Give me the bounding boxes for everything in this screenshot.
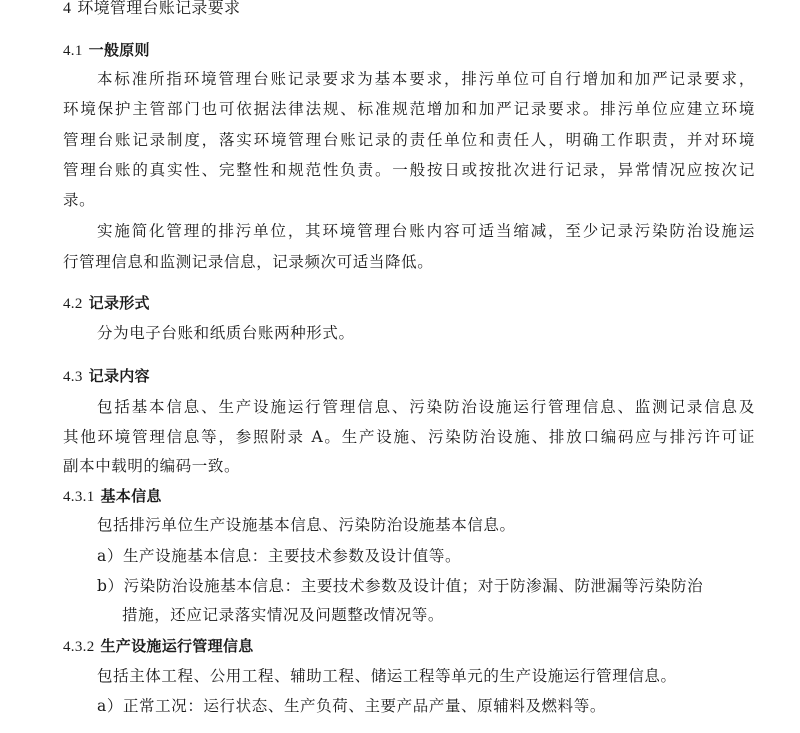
list-item-b	[97, 576, 703, 596]
paragraph-line: 录。	[63, 191, 96, 209]
paragraph-line: 分为电子台账和纸质台账两种形式。	[97, 324, 355, 342]
paragraph-line: 副本中载明的编码一致。	[63, 457, 241, 475]
heading-4-3	[63, 366, 150, 387]
paragraph-line: 管理台账记录制度，落实环境管理台账记录的责任单位和责任人，明确工作职责，并对环境	[63, 131, 755, 149]
heading-number: 4.3.1	[63, 489, 95, 505]
list-text: 正常工况：运行状态、生产负荷、主要产品产量、原辅料及燃料等。	[122, 697, 606, 715]
heading-number: 4.2	[63, 296, 83, 312]
paragraph-line: 管理台账的真实性、完整性和规范性负责。一般按日或按批次进行记录，异常情况应按次记	[63, 161, 755, 179]
heading-4-2	[63, 293, 150, 314]
heading-4-1	[63, 40, 150, 61]
paragraph-line: 实施简化管理的排污单位，其环境管理台账内容可适当缩减，至少记录污染防治设施运	[97, 222, 755, 240]
paragraph-line: 行管理信息和监测记录信息，记录频次可适当降低。	[63, 253, 434, 271]
list-marker: b）	[97, 577, 124, 595]
heading-title: 记录形式	[88, 294, 150, 312]
heading-number: 4.1	[63, 43, 83, 59]
list-item-a	[97, 546, 461, 566]
heading-title: 基本信息	[100, 487, 162, 505]
heading-number: 4.3	[63, 369, 83, 385]
heading-4-3-1	[63, 486, 162, 507]
paragraph-line: 本标准所指环境管理台账记录要求为基本要求，排污单位可自行增加和加严记录要求，	[97, 70, 755, 88]
paragraph-line: 包括基本信息、生产设施运行管理信息、污染防治设施运行管理信息、监测记录信息及	[97, 398, 755, 416]
paragraph-line: 环境保护主管部门也可依据法律法规、标准规范增加和加严记录要求。排污单位应建立环境	[63, 100, 755, 118]
heading-title: 记录内容	[88, 367, 150, 385]
list-item-a	[97, 696, 606, 716]
heading-4-3-2	[63, 636, 254, 657]
list-text: 污染防治设施基本信息：主要技术参数及设计值；对于防渗漏、防泄漏等污染防治	[123, 577, 704, 595]
paragraph-line: 其他环境管理信息等，参照附录 A。生产设施、污染防治设施、排放口编码应与排污许可证	[63, 428, 755, 446]
list-marker: a）	[97, 547, 123, 565]
list-marker: a）	[97, 697, 123, 715]
paragraph-line: 包括排污单位生产设施基本信息、污染防治设施基本信息。	[97, 516, 516, 534]
heading-title: 一般原则	[88, 41, 150, 59]
heading-number: 4.3.2	[63, 639, 95, 655]
section-title: 环境管理台账记录要求	[77, 0, 241, 17]
section-number: 4	[63, 0, 72, 17]
list-text: 生产设施基本信息：主要技术参数及设计值等。	[122, 547, 462, 565]
list-item-b-continuation: 措施，还应记录落实情况及问题整改情况等。	[122, 606, 445, 624]
heading-title: 生产设施运行管理信息	[100, 637, 254, 655]
section-heading-4	[63, 0, 240, 19]
paragraph-line: 包括主体工程、公用工程、辅助工程、储运工程等单元的生产设施运行管理信息。	[97, 667, 677, 685]
